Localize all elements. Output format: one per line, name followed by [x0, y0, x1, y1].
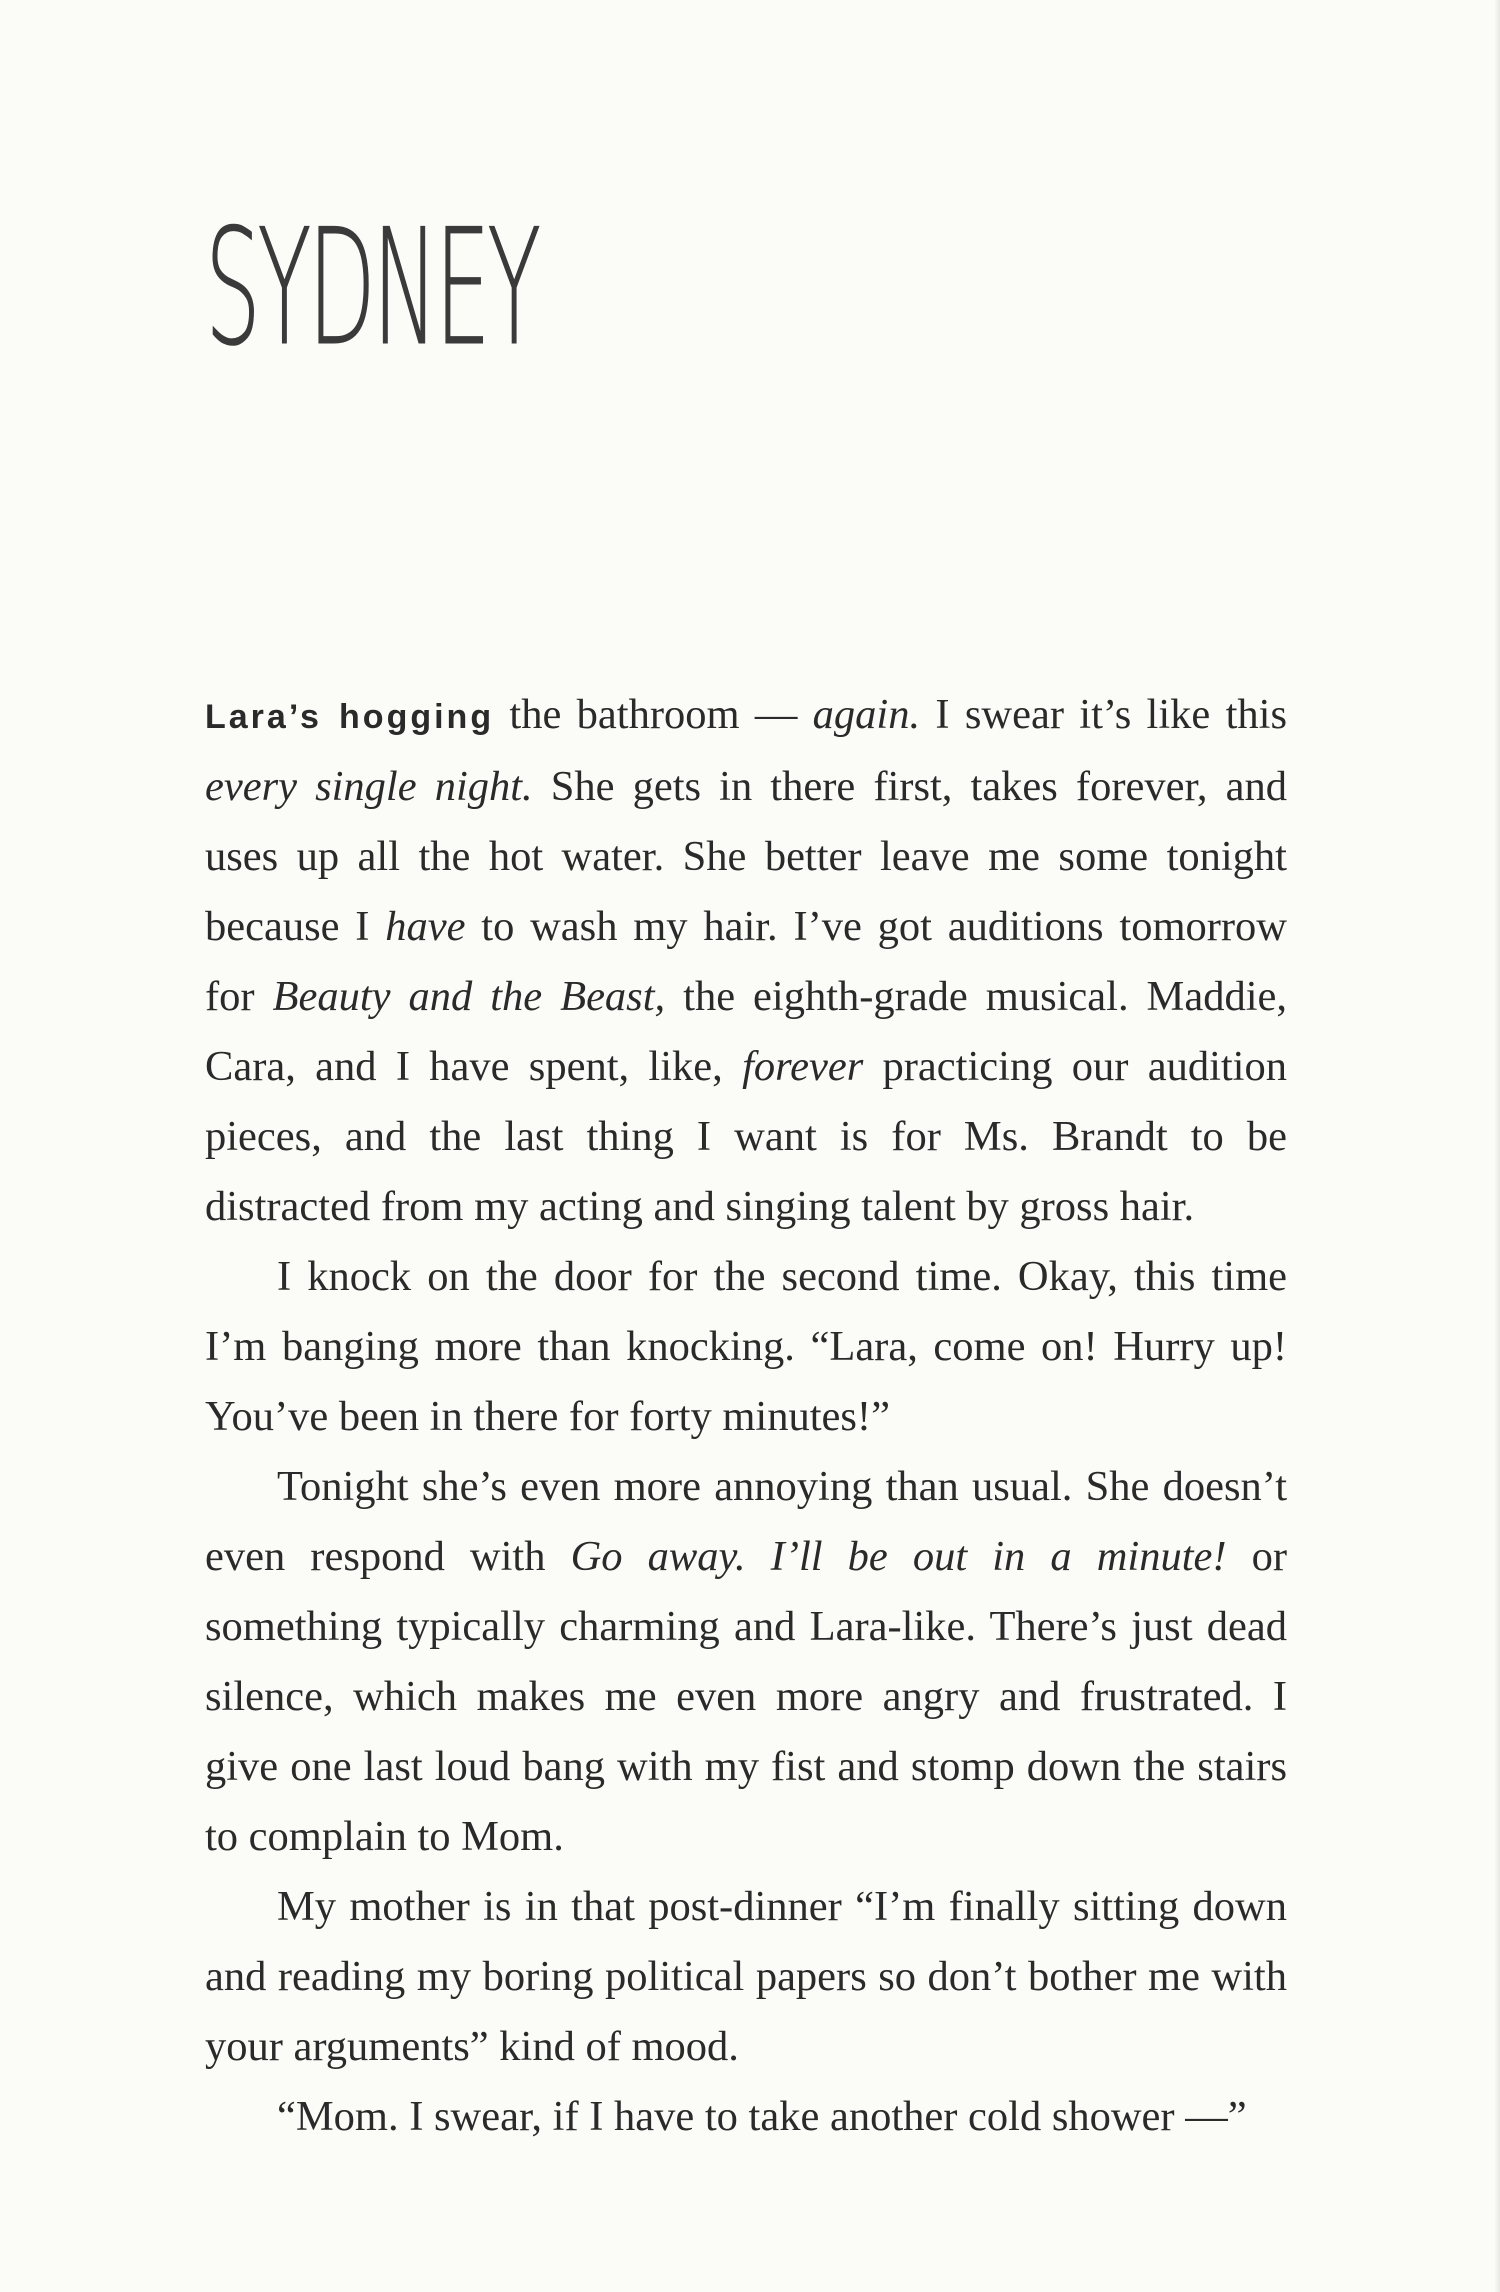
paragraph-4	[205, 1872, 1287, 2082]
text-span: I swear it’s like this	[920, 691, 1287, 738]
italic-span: every single night.	[205, 763, 533, 810]
text-span: “Mom. I swear, if I have to take another cold shower —”	[277, 2093, 1247, 2140]
paragraph-2	[205, 1242, 1287, 1452]
text-span: to wash my hair. I’ve got auditions tomorrow for	[205, 903, 1288, 1020]
text-span: She gets in there first, takes forever, and uses up all the hot water. She better leave me some tonight because I	[205, 763, 1287, 950]
text-span: or something typically charming and Lara-like. There’s just dead silence, which makes me even more angry and frustrated. I give one last loud bang with my fist and stomp down the stairs to complain to Mom.	[205, 1533, 1287, 1860]
paragraph-5	[205, 2082, 1287, 2152]
italic-span: forever	[742, 1043, 864, 1090]
text-span: the eighth-grade musical. Maddie, Cara, and I have spent, like,	[205, 973, 1288, 1090]
italic-span: Go away. I’ll be out in a minute!	[570, 1533, 1227, 1580]
text-span: I knock on the door for the second time. Okay, this time I’m banging more than knocking. “Lara, come on! Hurry up! You’ve been in there for forty minutes!”	[205, 1253, 1287, 1440]
paragraph-1	[205, 680, 1287, 1242]
scan-edge-shadow	[1494, 0, 1500, 2292]
italic-span: Beauty and the Beast,	[272, 973, 666, 1020]
text-span: Tonight she’s even more annoying than usual. She doesn’t even respond with	[205, 1463, 1287, 1580]
chapter-title: SYDNEY	[205, 194, 538, 381]
italic-span: have	[385, 903, 466, 950]
opening-words: Lara’s hogging	[205, 698, 495, 736]
paragraph-3	[205, 1452, 1287, 1872]
chapter-body	[205, 680, 1287, 2152]
text-span: My mother is in that post-dinner “I’m finally sitting down and reading my boring political papers so don’t bother me with your arguments” kind of mood.	[205, 1883, 1287, 2070]
text-span: the bathroom —	[494, 691, 813, 738]
text-span: practicing our audition pieces, and the last thing I want is for Ms. Brandt to be distracted from my acting and singing talent by gross hair.	[205, 1043, 1287, 1230]
italic-span: again.	[812, 691, 921, 738]
